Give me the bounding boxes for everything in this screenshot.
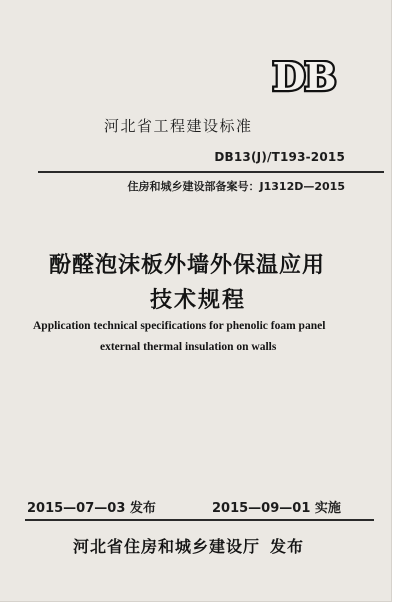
issuing-authority	[73, 534, 304, 557]
bottom-divider	[25, 519, 374, 521]
title-chinese-line-1: 酚醛泡沫板外墙外保温应用	[49, 253, 326, 278]
filing-number: 住房和城乡建设部备案号：J1312D—2015	[127, 180, 345, 193]
top-divider	[38, 171, 384, 173]
db-logo	[262, 60, 346, 96]
effective-date: 2015—09—01 实施	[212, 501, 341, 516]
issuing-authority-name: 河北省住房和城乡建设厅	[73, 537, 261, 556]
title-english-line-1: Application technical specifications for phenolic foam panel	[33, 320, 326, 332]
issuing-authority-action: 发布	[270, 537, 305, 556]
db-logo-text: DB	[272, 60, 336, 96]
issuer-category: 河北省工程建设标准	[104, 117, 253, 135]
title-english-line-2: external thermal insulation on walls	[100, 341, 277, 353]
release-date: 2015—07—03 发布	[27, 501, 156, 516]
title-chinese-line-2: 技术规程	[150, 288, 247, 313]
standard-number: DB13(J)/T193-2015	[214, 150, 345, 164]
